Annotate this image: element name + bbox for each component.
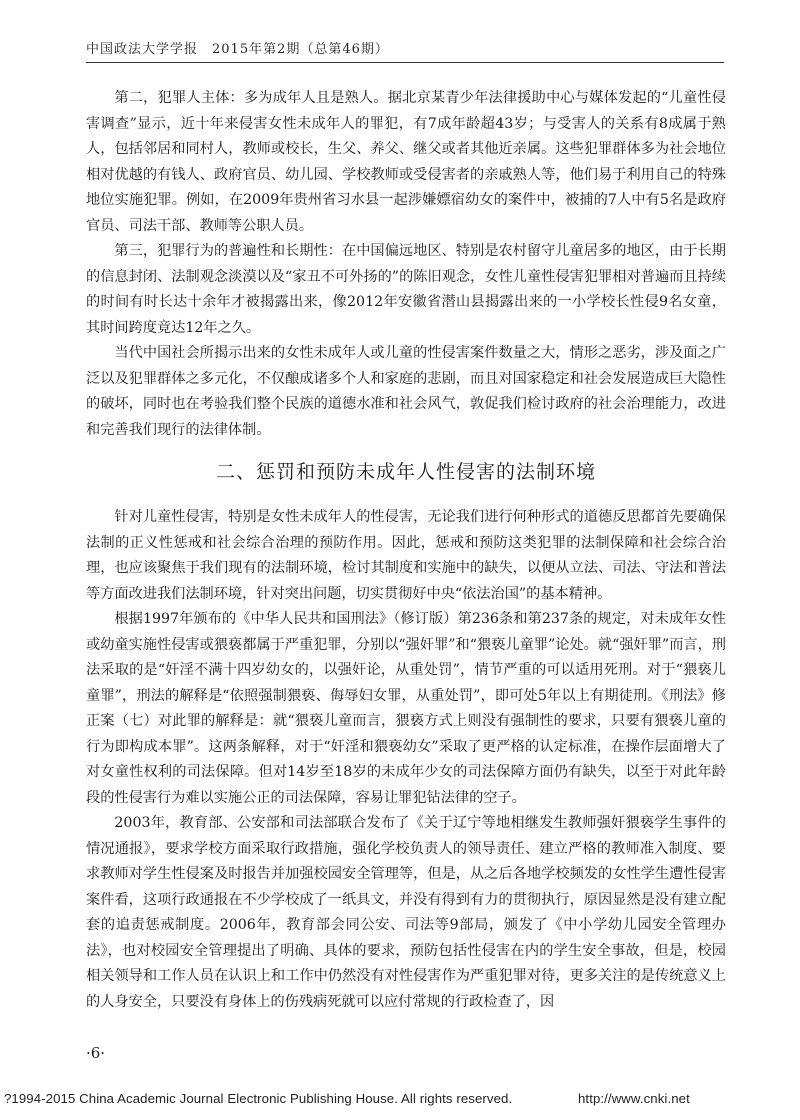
paragraph: 针对儿童性侵害，特别是女性未成年人的性侵害，无论我们进行何种形式的道德反思都首先要确保法制的正义性惩戒和社会综合治理的预防作用。因此，惩戒和预防这类犯罪的法制保障和社会综合治理，也应该聚焦于我们现有的法制环境，检讨其制度和实施中的缺失，以便从立法、司法、守法和普法等方面改进我们法制环境，针对突出问题，切实贯彻好中央“依法治国”的基本精神。 [86,509,726,602]
article-body [86,86,726,1015]
paragraph: 第二，犯罪人主体：多为成年人且是熟人。据北京某青少年法律援助中心与媒体发起的“儿童性侵害调查”显示，近十年来侵害女性未成年人的罪犯，有7成年龄超43岁；与受害人的关系有8成属于熟人，包括邻居和同村人，教师或校长，生父、养父、继父或者其他近亲属。这些犯罪群体多为社会地位相对优越的有钱人、政府官员、幼儿园、学校教师或受侵害者的亲戚熟人等，他们易于利用自己的特殊地位实施犯罪。例如，在2009年贵州省习水县一起涉嫌嫖宿幼女的案件中，被捕的7人中有5名是政府官员、司法干部、教师等公职人员。 [86,90,726,234]
paragraph: 第三，犯罪行为的普遍性和长期性：在中国偏远地区、特别是农村留守儿童居多的地区，由于长期的信息封闭、法制观念淡漠以及“家丑不可外扬的”的陈旧观念，女性儿童性侵害犯罪相对普遍而且持续的时间有时长达十余年才被揭露出来，像2012年安徽省潜山县揭露出来的一小学校长性侵9名女童，其时间跨度竟达12年之久。 [86,243,726,336]
paragraph: 当代中国社会所揭示出来的女性未成年人或儿童的性侵害案件数量之大，情形之恶劣，涉及面之广泛以及犯罪群体之多元化，不仅酿成诸多个人和家庭的悲剧，而且对国家稳定和社会发展造成巨大隐性的破坏，同时也在考验我们整个民族的道德水准和社会风气，敦促我们检讨政府的社会治理能力，改进和完善我们现行的法律体制。 [86,345,726,438]
footer-link[interactable]: http://www.cnki.net [578,1091,690,1106]
header-rule [86,62,724,63]
running-header: 中国政法大学学报 2015年第2期（总第46期） [86,42,389,57]
paragraph: 2003年，教育部、公安部和司法部联合发布了《关于辽宁等地相继发生教师强奸猥亵学生事件的情况通报》，要求学校方面采取行政措施，强化学校负责人的领导责任、建立严格的教师准入制度、要求教师对学生性侵案及时报告并加强校园安全管理等，但是，从之后各地学校频发的女性学生遭性侵害案件看，这项行政通报在不少学校成了一纸具文，并没有得到有力的贯彻执行，原因显然是没有建立配套的追责惩戒制度。2006年，教育部会同公安、司法等9部局，颁发了《中小学幼儿园安全管理办法》，也对校园安全管理提出了明确、具体的要求，预防包括性侵害在内的学生安全事故，但是，校园相关领导和工作人员在认识上和工作中仍然没有对性侵害作为严重犯罪对待，更多关注的是传统意义上的人身安全，只要没有身体上的伤残病死就可以应付常规的行政检查了，因 [86,815,726,1010]
page-number: ·6· [86,1044,106,1062]
copyright-notice: ?1994-2015 China Academic Journal Electronic Publishing House. All rights reserved. [4,1091,513,1106]
section-heading: 二、惩罚和预防未成年人性侵害的法制环境 [215,461,596,483]
paragraph: 根据1997年颁布的《中华人民共和国刑法》（修订版）第236条和第237条的规定，对未成年女性或幼童实施性侵害或猥亵都属于严重犯罪，分别以“强奸罪”和“猥亵儿童罪”论处。就“强奸罪”而言，刑法采取的是“奸淫不满十四岁幼女的，以强奸论，从重处罚”，情节严重的可以适用死刑。对于“猥亵儿童罪”，刑法的解释是“依照强制猥亵、侮辱妇女罪，从重处罚”，即可处5年以上有期徒刑。《刑法》修正案（七）对此罪的解释是：就“猥亵儿童而言，猥亵方式上则没有强制性的要求，只要有猥亵儿童的行为即构成本罪”。这两条解释，对于“奸淫和猥亵幼女”采取了更严格的认定标准，在操作层面增大了对女童性权利的司法保障。但对14岁至18岁的未成年少女的司法保障方面仍有缺失，以至于对此年龄段的性侵害行为难以实施公正的司法保障，容易让罪犯钻法律的空子。 [86,611,726,806]
